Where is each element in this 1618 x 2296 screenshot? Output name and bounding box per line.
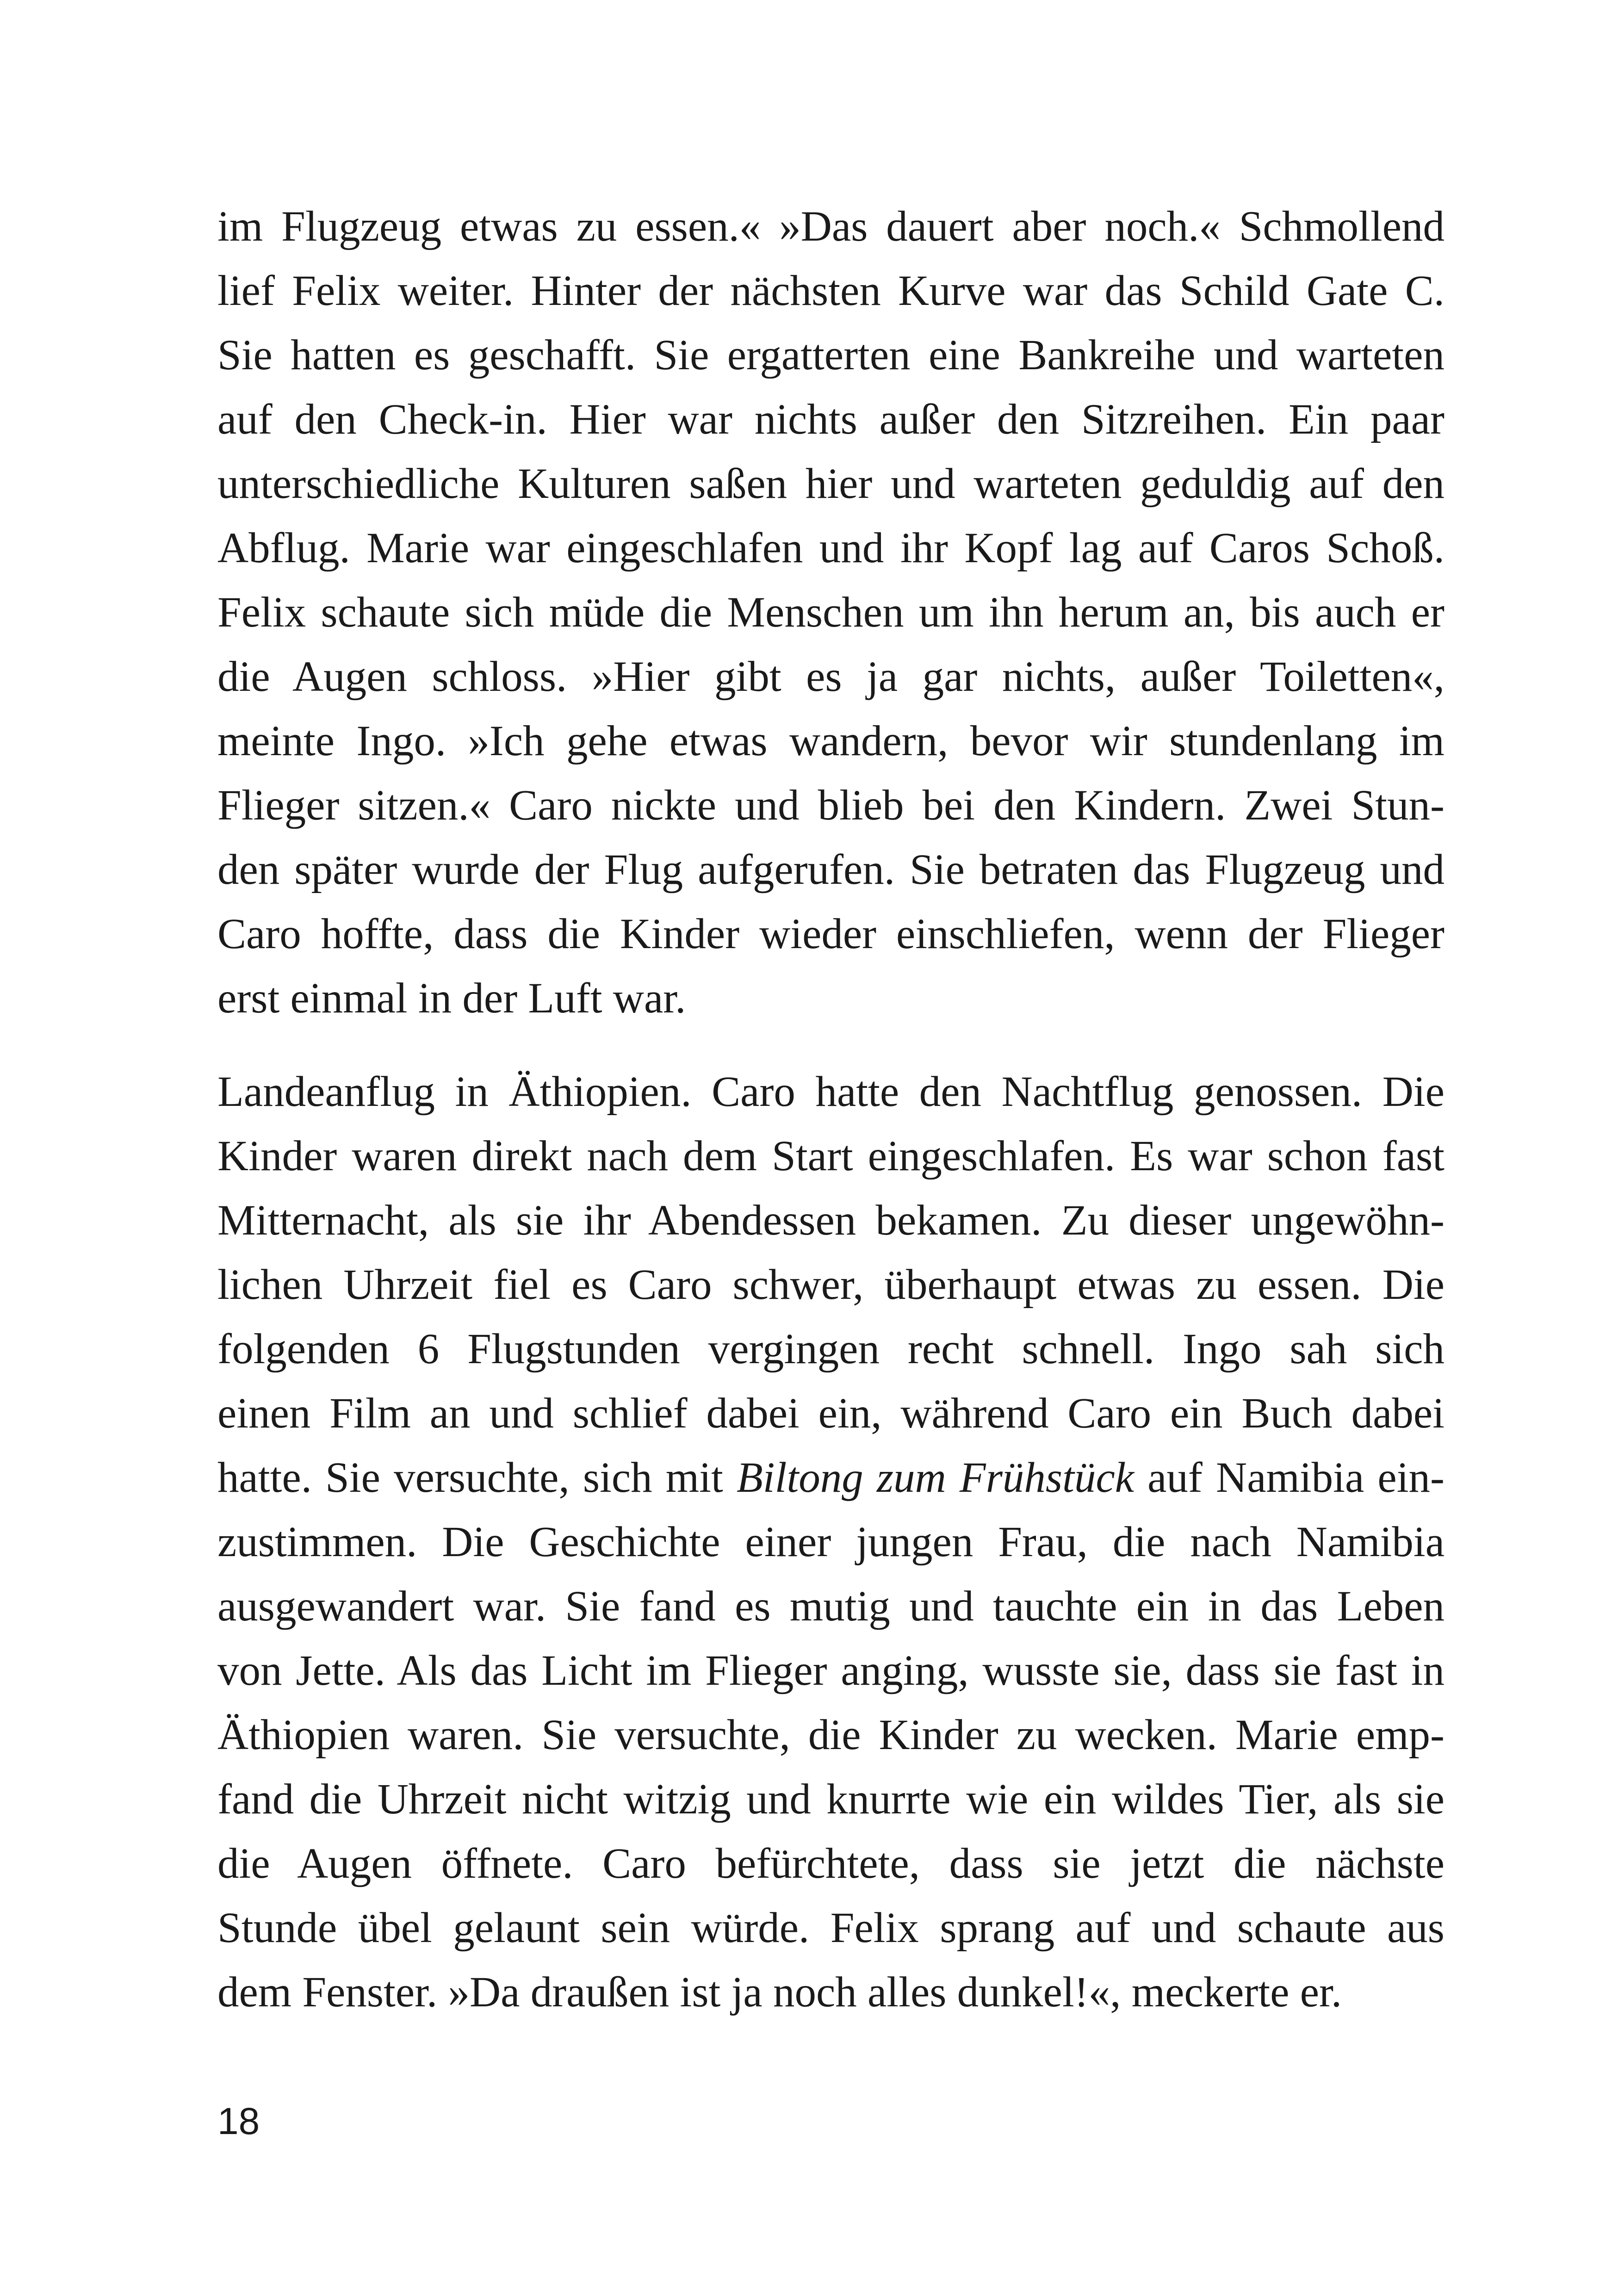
text-line: unterschiedliche Kulturen saßen hier und warteten geduldig auf den — [217, 460, 1444, 508]
text-line: dem Fenster. »Da draußen ist ja noch alles dunkel!«, meckerte er. — [217, 1968, 1342, 2016]
text-line: Abflug. Marie war eingeschlafen und ihr Kopf lag auf Caros Schoß. — [217, 524, 1444, 572]
text-line: folgenden 6 Flugstunden vergingen recht schnell. Ingo sah sich — [217, 1325, 1444, 1373]
text-line: im Flugzeug etwas zu essen.« »Das dauert aber noch.« Schmollend — [217, 203, 1444, 250]
text-line: fand die Uhrzeit nicht witzig und knurrte wie ein wildes Tier, als sie — [217, 1775, 1444, 1823]
text-line: Felix schaute sich müde die Menschen um ihn herum an, bis auch er — [217, 589, 1444, 636]
paragraph-1 — [217, 194, 1444, 1030]
text-line: Landeanflug in Äthiopien. Caro hatte den Nachtflug genossen. Die — [217, 1068, 1444, 1116]
text-line: lichen Uhrzeit fiel es Caro schwer, überhaupt etwas zu essen. Die — [217, 1261, 1444, 1309]
book-title: Biltong zum Frühstück — [736, 1454, 1134, 1502]
text-line: Mitternacht, als sie ihr Abendessen bekamen. Zu dieser ungewöhn- — [217, 1197, 1444, 1244]
text-line: Flieger sitzen.« Caro nickte und blieb bei den Kindern. Zwei Stun- — [217, 782, 1444, 829]
text-segment: hatte. Sie versuchte, sich mit — [217, 1454, 737, 1502]
text-line: den später wurde der Flug aufgerufen. Sie betraten das Flugzeug und — [217, 846, 1444, 894]
text-line: Sie hatten es geschafft. Sie ergatterten eine Bankreihe und warteten — [217, 331, 1444, 379]
text-line: Caro hoffte, dass die Kinder wieder einschliefen, wenn der Flieger — [217, 910, 1444, 958]
text-segment: auf Namibia ein- — [1134, 1454, 1444, 1502]
text-line: von Jette. Als das Licht im Flieger anging, wusste sie, dass sie fast in — [217, 1647, 1444, 1694]
text-line: die Augen öffnete. Caro befürchtete, dass sie jetzt die nächste — [217, 1840, 1444, 1887]
text-line: lief Felix weiter. Hinter der nächsten Kurve war das Schild Gate C. — [217, 267, 1444, 315]
text-line: Kinder waren direkt nach dem Start eingeschlafen. Es war schon fast — [217, 1132, 1444, 1180]
page-number: 18 — [217, 2100, 260, 2142]
text-line: Äthiopien waren. Sie versuchte, die Kinder zu wecken. Marie emp- — [217, 1711, 1444, 1759]
paragraph-2 — [217, 1060, 1444, 2024]
text-line: meinte Ingo. »Ich gehe etwas wandern, bevor wir stundenlang im — [217, 717, 1444, 765]
text-line: Stunde übel gelaunt sein würde. Felix sprang auf und schaute aus — [217, 1904, 1444, 1952]
text-line-with-book-title — [217, 1446, 1444, 1510]
text-line: auf den Check-in. Hier war nichts außer den Sitzreihen. Ein paar — [217, 396, 1444, 443]
text-line: die Augen schloss. »Hier gibt es ja gar nichts, außer Toiletten«, — [217, 653, 1444, 701]
text-line: zustimmen. Die Geschichte einer jungen Frau, die nach Namibia — [217, 1518, 1444, 1566]
text-line: ausgewandert war. Sie fand es mutig und tauchte ein in das Leben — [217, 1582, 1444, 1630]
text-line: einen Film an und schlief dabei ein, während Caro ein Buch dabei — [217, 1390, 1444, 1437]
text-line: erst einmal in der Luft war. — [217, 974, 686, 1022]
